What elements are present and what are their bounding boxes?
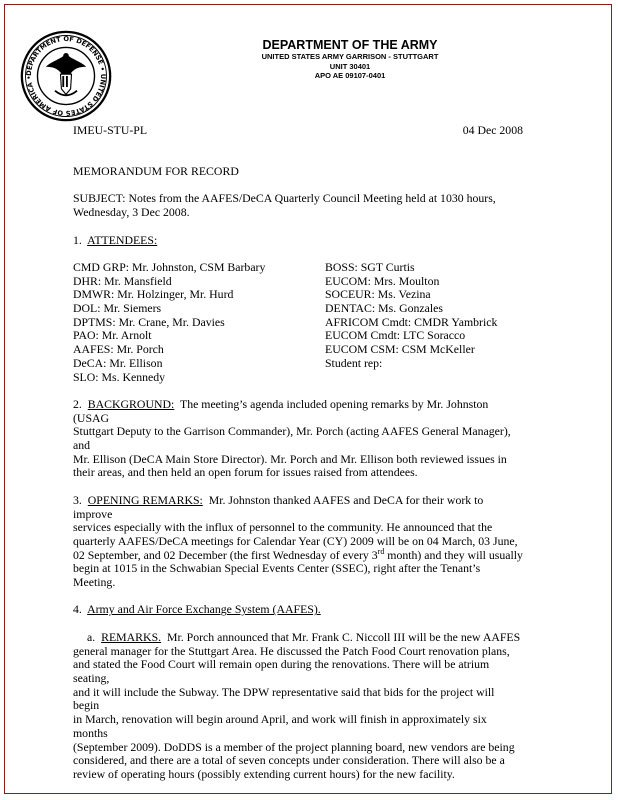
letterhead bbox=[150, 38, 550, 81]
attendee: AAFES: Mr. Porch bbox=[73, 342, 164, 357]
subject-line-2: Wednesday, 3 Dec 2008. bbox=[73, 205, 190, 220]
opening-remarks-section: 3. OPENING REMARKS: Mr. Johnston thanked AAFES and DeCA for their work to improve services especially with the influx of personnel to the community. He announced that the quarterly AAFES/DeCA meetings for Calendar Year (CY) 2009 will be on 04 March, 03 June, 02 September, and 02 December (the first Wednesday of every 3rd month) and they will usually begin at 1015 in the Schwabian Special Events Center (SSEC), right after the Tenant’s Meeting. bbox=[73, 492, 523, 590]
seal-text: DEPARTMENT OF DEFENSE • UNITED STATES OF AMERICA • bbox=[24, 35, 107, 118]
memo-date: 04 Dec 2008 bbox=[462, 123, 523, 137]
office-symbol: IMEU-STU-PL bbox=[73, 123, 148, 137]
attendee: DeCA: Mr. Ellison bbox=[73, 355, 163, 370]
background-section: 2. BACKGROUND: The meeting’s agenda included opening remarks by Mr. Johnston (USAG Stuttgart Deputy to the Garrison Commander), Mr. Porch (acting AAFES General Manager), and Mr. Ellison (DeCA Main Store Director). Mr. Porch and Mr. Ellison both reviewed issues in their areas, and then held an open forum for issues raised from attendees. bbox=[73, 396, 511, 480]
attendees-list bbox=[73, 261, 523, 384]
attendee: DOL: Mr. Siemers bbox=[73, 301, 162, 316]
letterhead-apo: APO AE 09107-0401 bbox=[314, 71, 386, 80]
letterhead-title: DEPARTMENT OF THE ARMY bbox=[262, 38, 438, 52]
attendee: BOSS: SGT Curtis bbox=[325, 259, 415, 274]
memo-for-line: MEMORANDUM FOR RECORD bbox=[73, 164, 239, 179]
aafes-heading: 4. Army and Air Force Exchange System (AAFES). bbox=[73, 602, 321, 617]
remarks-heading: REMARKS. bbox=[101, 629, 162, 644]
attendees-left-column bbox=[73, 261, 325, 384]
attendee: DMWR: Mr. Holzinger, Mr. Hurd bbox=[73, 287, 234, 302]
remarks-section: a. REMARKS. Mr. Porch announced that Mr. Frank C. Niccoll III will be the new AAFES general manager for the Stuttgart Area. He discussed the Patch Food Court renovation plans, and stated the Food Court will remain open during the renovations. There will be atrium seating, and it will include the Subway. The DPW representative said that bids for the project will begin in March, renovation will begin around April, and work will finish in approximately six months (September 2009). DoDDS is a member of the project planning board, new vendors are being considered, and there are a total of seven concepts under consideration. There will also be a review of operating hours (possibly extending current hours) for the new facility. bbox=[73, 629, 521, 781]
attendee: SLO: Ms. Kennedy bbox=[73, 369, 166, 384]
header-row bbox=[73, 124, 523, 138]
dod-seal-icon bbox=[20, 30, 112, 122]
attendee: DHR: Mr. Mansfield bbox=[73, 273, 172, 288]
attendee: AFRICOM Cmdt: CMDR Yambrick bbox=[325, 314, 498, 329]
attendees-heading: 1. ATTENDEES: bbox=[73, 232, 158, 247]
attendees-right-column bbox=[325, 261, 523, 384]
attendee: SOCEUR: Ms. Vezina bbox=[325, 287, 431, 302]
attendee: Student rep: bbox=[325, 355, 383, 370]
attendee: DENTAC: Ms. Gonzales bbox=[325, 301, 443, 316]
attendee: DPTMS: Mr. Crane, Mr. Davies bbox=[73, 314, 225, 329]
background-heading: BACKGROUND: bbox=[87, 396, 175, 411]
attendee: EUCOM Cmdt: LTC Soracco bbox=[325, 328, 466, 343]
subject-line-1: SUBJECT: Notes from the AAFES/DeCA Quarterly Council Meeting held at 1030 hours, bbox=[73, 191, 496, 206]
memo-body bbox=[73, 124, 523, 782]
opening-remarks-heading: OPENING REMARKS: bbox=[87, 492, 203, 507]
attendee: PAO: Mr. Arnolt bbox=[73, 328, 152, 343]
attendee: EUCOM CSM: CSM McKeller bbox=[325, 342, 475, 357]
attendee: EUCOM: Mrs. Moulton bbox=[325, 273, 440, 288]
letterhead-unit-number: UNIT 30401 bbox=[329, 61, 371, 71]
attendee: CMD GRP: Mr. Johnston, CSM Barbary bbox=[73, 259, 266, 274]
letterhead-unit: UNITED STATES ARMY GARRISON - STUTTGART bbox=[261, 52, 439, 61]
